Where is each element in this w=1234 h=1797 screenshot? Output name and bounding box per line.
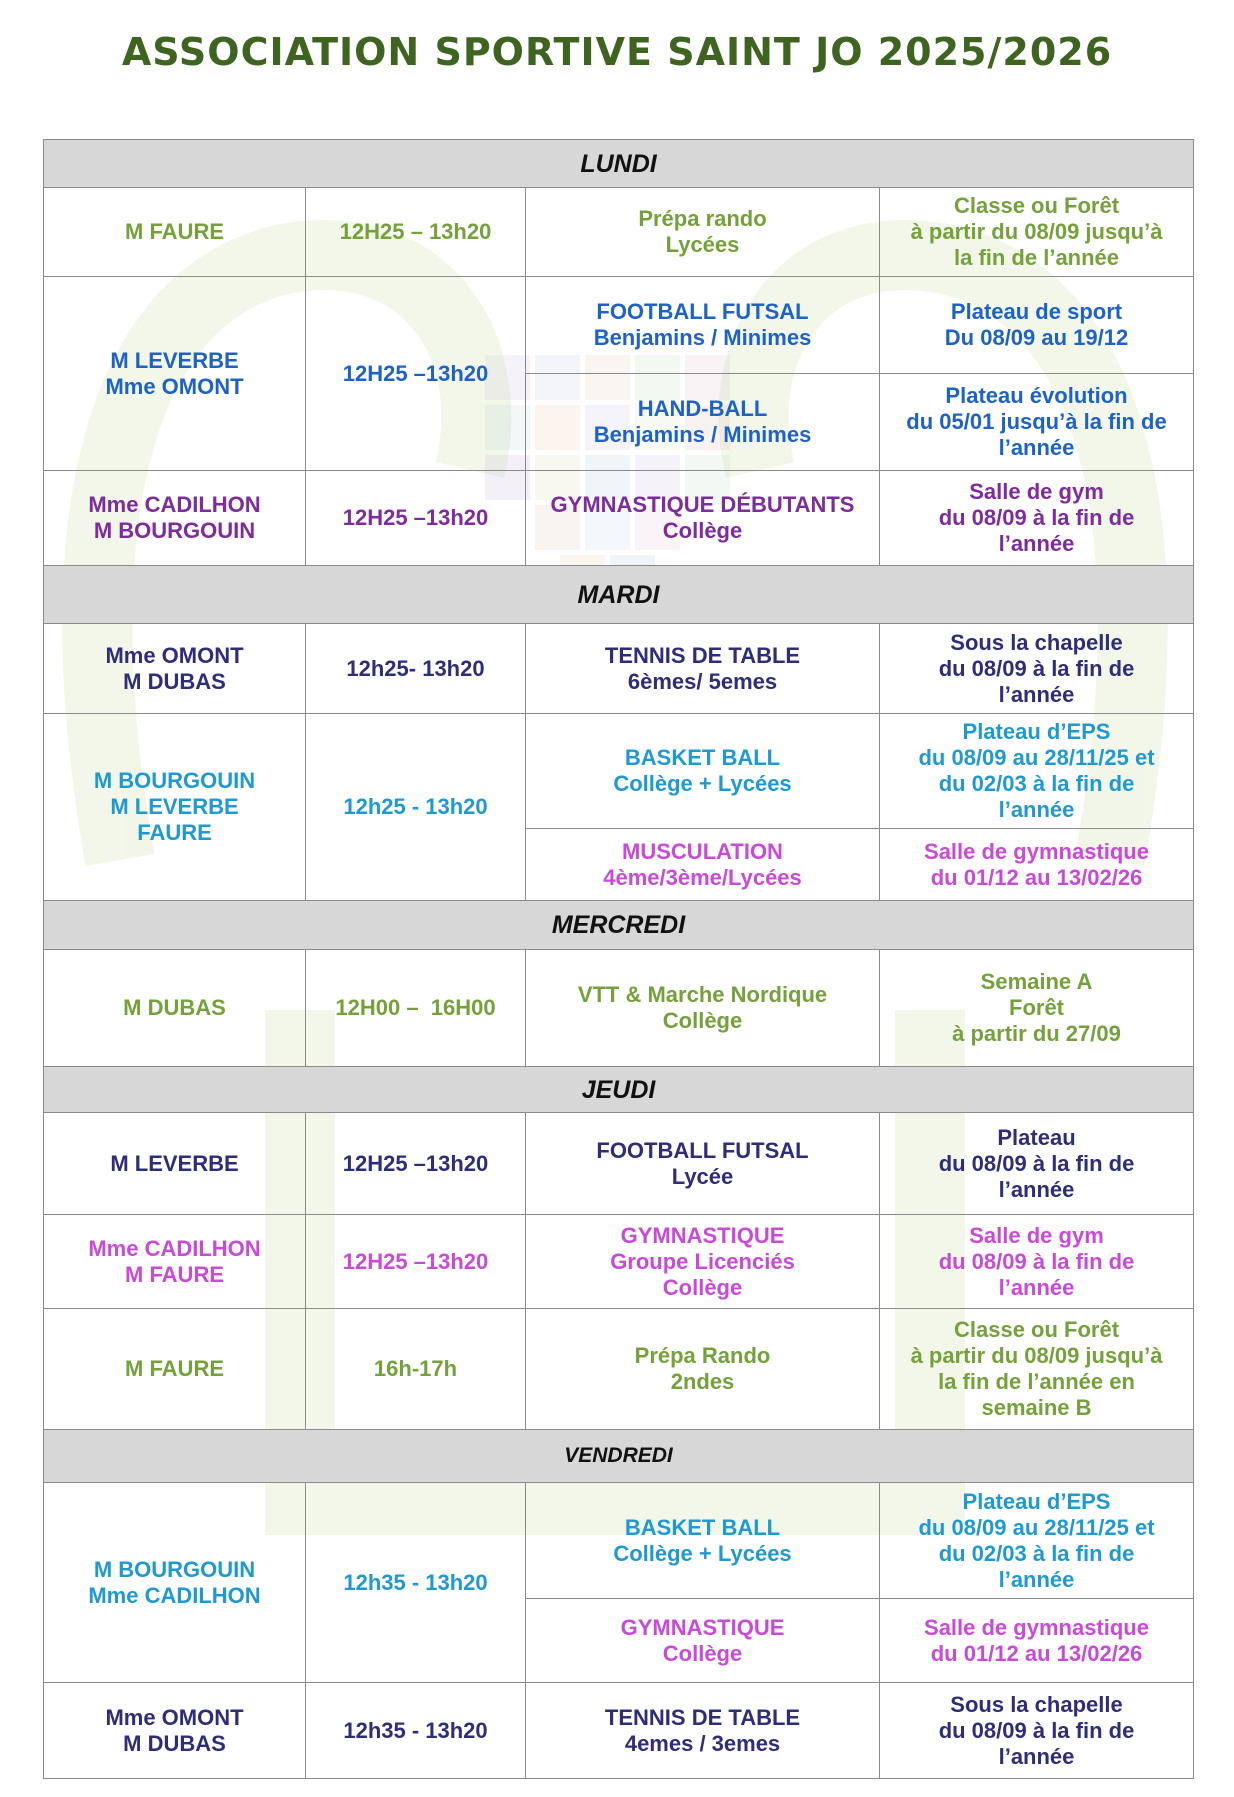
place-cell: Sous la chapelle du 08/09 à la fin de l’année (880, 1683, 1194, 1779)
place-cell: Semaine A Forêt à partir du 27/09 (880, 950, 1194, 1067)
time-cell: 12H25 –13h20 (306, 1113, 526, 1215)
coach-cell: M DUBAS (44, 950, 306, 1067)
activity-cell: GYMNASTIQUE Collège (526, 1599, 880, 1683)
table-row (44, 1309, 1194, 1430)
table-row (44, 714, 1194, 829)
activity-cell: VTT & Marche Nordique Collège (526, 950, 880, 1067)
place-cell: Plateau d’EPS du 08/09 au 28/11/25 et du 02/03 à la fin de l’année (880, 1483, 1194, 1599)
table-row (44, 1683, 1194, 1779)
activity-cell: FOOTBALL FUTSAL Benjamins / Minimes (526, 277, 880, 374)
day-header-row (44, 1067, 1194, 1113)
table-row (44, 188, 1194, 277)
page-title: ASSOCIATION SPORTIVE SAINT JO 2025/2026 (121, 30, 1113, 74)
table-row (44, 1483, 1194, 1599)
coach-cell: M LEVERBE Mme OMONT (44, 277, 306, 471)
activity-cell: BASKET BALL Collège + Lycées (526, 1483, 880, 1599)
time-cell: 12H00 – 16H00 (306, 950, 526, 1067)
place-cell: Plateau du 08/09 à la fin de l’année (880, 1113, 1194, 1215)
place-cell: Classe ou Forêt à partir du 08/09 jusqu’à la fin de l’année en semaine B (880, 1309, 1194, 1430)
day-header-row (44, 566, 1194, 624)
activity-cell: GYMNASTIQUE DÉBUTANTS Collège (526, 471, 880, 566)
place-cell: Salle de gym du 08/09 à la fin de l’année (880, 471, 1194, 566)
place-cell: Salle de gymnastique du 01/12 au 13/02/26 (880, 829, 1194, 901)
table-row (44, 471, 1194, 566)
table-row (44, 1215, 1194, 1309)
activity-cell: TENNIS DE TABLE 6èmes/ 5emes (526, 624, 880, 714)
place-cell: Classe ou Forêt à partir du 08/09 jusqu’à la fin de l’année (880, 188, 1194, 277)
place-cell: Plateau d’EPS du 08/09 au 28/11/25 et du 02/03 à la fin de l’année (880, 714, 1194, 829)
day-header-row (44, 901, 1194, 950)
time-cell: 12H25 –13h20 (306, 277, 526, 471)
day-header-lundi: LUNDI (44, 140, 1194, 188)
place-cell: Sous la chapelle du 08/09 à la fin de l’année (880, 624, 1194, 714)
coach-cell: Mme OMONT M DUBAS (44, 1683, 306, 1779)
activity-cell: HAND-BALL Benjamins / Minimes (526, 374, 880, 471)
time-cell: 12h25 - 13h20 (306, 714, 526, 901)
schedule-table (43, 139, 1194, 1779)
activity-cell: Prépa rando Lycées (526, 188, 880, 277)
day-header-jeudi: JEUDI (44, 1067, 1194, 1113)
time-cell: 12h25- 13h20 (306, 624, 526, 714)
time-cell: 12h35 - 13h20 (306, 1683, 526, 1779)
time-cell: 12H25 –13h20 (306, 1215, 526, 1309)
activity-cell: GYMNASTIQUE Groupe Licenciés Collège (526, 1215, 880, 1309)
activity-cell: Prépa Rando 2ndes (526, 1309, 880, 1430)
table-row (44, 1113, 1194, 1215)
time-cell: 12H25 –13h20 (306, 471, 526, 566)
coach-cell: M LEVERBE (44, 1113, 306, 1215)
coach-cell: Mme CADILHON M BOURGOUIN (44, 471, 306, 566)
place-cell: Salle de gym du 08/09 à la fin de l’année (880, 1215, 1194, 1309)
day-header-mercredi: MERCREDI (44, 901, 1194, 950)
coach-cell: M BOURGOUIN Mme CADILHON (44, 1483, 306, 1683)
day-header-row (44, 140, 1194, 188)
place-cell: Plateau de sport Du 08/09 au 19/12 (880, 277, 1194, 374)
time-cell: 12h35 - 13h20 (306, 1483, 526, 1683)
coach-cell: M FAURE (44, 1309, 306, 1430)
day-header-row (44, 1430, 1194, 1483)
place-cell: Plateau évolution du 05/01 jusqu’à la fin de l’année (880, 374, 1194, 471)
coach-cell: Mme OMONT M DUBAS (44, 624, 306, 714)
activity-cell: FOOTBALL FUTSAL Lycée (526, 1113, 880, 1215)
table-row (44, 624, 1194, 714)
activity-cell: BASKET BALL Collège + Lycées (526, 714, 880, 829)
coach-cell: M BOURGOUIN M LEVERBE FAURE (44, 714, 306, 901)
coach-cell: M FAURE (44, 188, 306, 277)
coach-cell: Mme CADILHON M FAURE (44, 1215, 306, 1309)
day-header-mardi: MARDI (44, 566, 1194, 624)
time-cell: 16h-17h (306, 1309, 526, 1430)
activity-cell: MUSCULATION 4ème/3ème/Lycées (526, 829, 880, 901)
time-cell: 12H25 – 13h20 (306, 188, 526, 277)
table-row (44, 277, 1194, 374)
day-header-vendredi: VENDREDI (44, 1430, 1194, 1483)
table-row (44, 950, 1194, 1067)
activity-cell: TENNIS DE TABLE 4emes / 3emes (526, 1683, 880, 1779)
place-cell: Salle de gymnastique du 01/12 au 13/02/26 (880, 1599, 1194, 1683)
